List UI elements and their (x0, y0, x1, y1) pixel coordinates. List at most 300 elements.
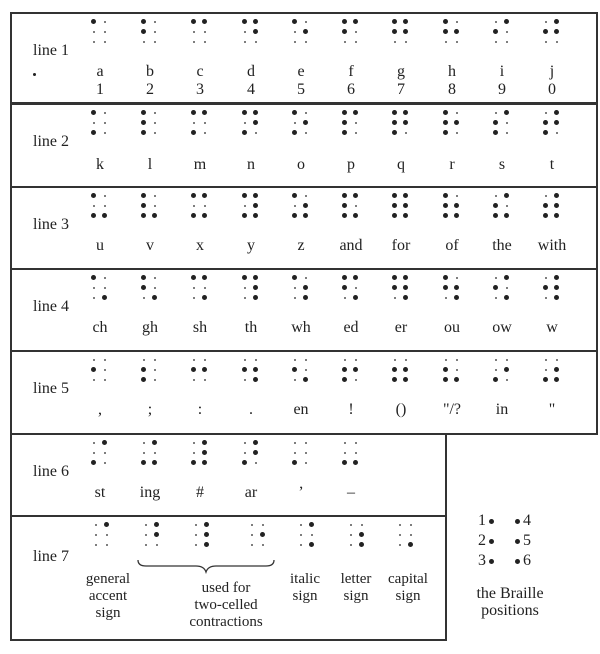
braille-cell (238, 193, 264, 221)
braille-dot-raised (204, 532, 209, 537)
braille-dot-raised (242, 130, 247, 135)
braille-dot-raised (253, 367, 258, 372)
row-label: line 1 (33, 42, 69, 59)
cell-label: 0 (548, 81, 556, 98)
braille-dot-blank (344, 452, 346, 454)
cell-label: 9 (498, 81, 506, 98)
braille-dot-raised (504, 295, 509, 300)
braille-dot-raised (303, 295, 308, 300)
braille-dot-blank (244, 205, 246, 207)
braille-dot-blank (294, 442, 296, 444)
braille-dot-raised (554, 377, 559, 382)
cell-label: x (196, 237, 204, 254)
braille-dot-raised (342, 130, 347, 135)
braille-dot-raised (392, 275, 397, 280)
cell-label: th (244, 319, 258, 336)
braille-dot-blank (355, 41, 357, 43)
braille-dot-raised (292, 110, 297, 115)
position-dot (489, 519, 494, 524)
braille-dot-raised (191, 110, 196, 115)
braille-cell (245, 522, 271, 550)
braille-dot-raised (141, 120, 146, 125)
braille-dot-raised (403, 213, 408, 218)
braille-dot-blank (506, 132, 508, 134)
braille-dot-raised (392, 110, 397, 115)
braille-dot-raised (292, 460, 297, 465)
braille-dot-blank (506, 359, 508, 361)
braille-dot-raised (253, 285, 258, 290)
braille-dot-raised (141, 130, 146, 135)
braille-dot-raised (443, 367, 448, 372)
braille-dot-raised (443, 275, 448, 280)
braille-dot-blank (410, 524, 412, 526)
braille-dot-blank (495, 297, 497, 299)
braille-dot-raised (408, 542, 413, 547)
cell-label: 7 (397, 81, 405, 98)
braille-cell (439, 275, 465, 303)
braille-dot-raised (443, 285, 448, 290)
braille-dot-blank (154, 205, 156, 207)
braille-dot-blank (104, 287, 106, 289)
row-label: line 6 (33, 463, 69, 480)
braille-dot-raised (392, 377, 397, 382)
braille-dot-blank (204, 132, 206, 134)
braille-dot-raised (554, 285, 559, 290)
braille-dot-blank (104, 359, 106, 361)
braille-cell (388, 110, 414, 138)
cell-label: " (548, 401, 556, 418)
braille-dot-raised (342, 110, 347, 115)
caption-capital: capital sign (388, 571, 428, 604)
braille-dot-blank (251, 534, 253, 536)
position-entry (478, 532, 497, 550)
braille-dot-blank (244, 41, 246, 43)
cell-label: h (448, 63, 456, 80)
braille-dot-raised (260, 532, 265, 537)
cell-label: b (146, 63, 154, 80)
braille-dot-blank (399, 534, 401, 536)
braille-cell (137, 357, 163, 385)
braille-dot-blank (244, 297, 246, 299)
braille-dot-blank (294, 287, 296, 289)
braille-dot-raised (353, 213, 358, 218)
braille-dot-blank (355, 287, 357, 289)
braille-cell (489, 275, 515, 303)
braille-dot-raised (253, 450, 258, 455)
braille-dot-raised (141, 29, 146, 34)
braille-dot-blank (104, 462, 106, 464)
braille-cell (87, 275, 113, 303)
braille-dot-raised (554, 120, 559, 125)
braille-dot-blank (244, 287, 246, 289)
braille-dot-raised (91, 110, 96, 115)
braille-dot-blank (93, 442, 95, 444)
cell-label: 5 (297, 81, 305, 98)
braille-dot-blank (104, 122, 106, 124)
braille-dot-blank (545, 21, 547, 23)
braille-dot-raised (342, 367, 347, 372)
braille-dot-blank (294, 31, 296, 33)
cell-label: v (146, 237, 154, 254)
braille-dot-raised (91, 275, 96, 280)
braille-dot-raised (353, 460, 358, 465)
braille-dot-raised (91, 213, 96, 218)
braille-dot-raised (242, 213, 247, 218)
braille-dot-blank (154, 379, 156, 381)
braille-dot-raised (392, 130, 397, 135)
row-label: line 3 (33, 216, 69, 233)
braille-cell (344, 522, 370, 550)
braille-dot-blank (305, 132, 307, 134)
braille-cell (238, 440, 264, 468)
braille-dot-raised (309, 522, 314, 527)
braille-dot-blank (204, 31, 206, 33)
cell-label: ; (147, 401, 153, 418)
braille-dot-blank (456, 112, 458, 114)
cell-label: 1 (96, 81, 104, 98)
braille-dot-blank (154, 112, 156, 114)
braille-dot-raised (253, 213, 258, 218)
braille-dot-blank (495, 112, 497, 114)
braille-dot-raised (202, 193, 207, 198)
braille-dot-raised (443, 193, 448, 198)
braille-dot-raised (403, 367, 408, 372)
braille-dot-blank (143, 41, 145, 43)
braille-dot-blank (193, 379, 195, 381)
braille-cell (539, 193, 565, 221)
braille-dot-blank (294, 297, 296, 299)
cell-label: 6 (347, 81, 355, 98)
braille-dot-raised (202, 440, 207, 445)
cell-label: m (193, 156, 207, 173)
braille-dot-blank (143, 452, 145, 454)
braille-cell (139, 522, 165, 550)
braille-dot-blank (244, 122, 246, 124)
braille-dot-raised (554, 367, 559, 372)
cell-label: f (348, 63, 354, 80)
braille-dot-blank (93, 205, 95, 207)
braille-dot-blank (154, 21, 156, 23)
braille-dot-raised (342, 29, 347, 34)
braille-dot-blank (204, 41, 206, 43)
braille-dot-blank (104, 195, 106, 197)
braille-dot-blank (244, 359, 246, 361)
braille-dot-raised (403, 120, 408, 125)
braille-dot-raised (152, 440, 157, 445)
braille-cell (388, 357, 414, 385)
braille-dot-raised (342, 285, 347, 290)
cell-label: o (297, 156, 305, 173)
braille-cell (288, 19, 314, 47)
braille-dot-raised (504, 275, 509, 280)
braille-dot-raised (392, 213, 397, 218)
braille-dot-blank (305, 369, 307, 371)
braille-cell (294, 522, 320, 550)
cell-label: j (549, 63, 555, 80)
braille-dot-raised (493, 285, 498, 290)
braille-dot-raised (392, 120, 397, 125)
braille-dot-blank (556, 359, 558, 361)
braille-dot-blank (300, 524, 302, 526)
braille-dot-raised (443, 110, 448, 115)
braille-dot-raised (543, 130, 548, 135)
braille-dot-raised (342, 377, 347, 382)
braille-dot-blank (244, 379, 246, 381)
braille-dot-raised (309, 542, 314, 547)
braille-cell (388, 193, 414, 221)
braille-dot-raised (202, 450, 207, 455)
braille-dot-raised (392, 19, 397, 24)
braille-dot-blank (154, 31, 156, 33)
position-number: 2 (478, 532, 486, 549)
braille-dot-raised (191, 275, 196, 280)
braille-dot-blank (193, 31, 195, 33)
braille-dot-raised (141, 110, 146, 115)
braille-cell (137, 440, 163, 468)
braille-dot-blank (344, 442, 346, 444)
braille-dot-raised (292, 130, 297, 135)
braille-dot-raised (292, 367, 297, 372)
braille-cell (288, 440, 314, 468)
cell-label: ch (92, 319, 108, 336)
braille-dot-blank (244, 452, 246, 454)
braille-dot-raised (342, 213, 347, 218)
braille-dot-blank (394, 359, 396, 361)
braille-dot-blank (350, 524, 352, 526)
braille-dot-raised (403, 203, 408, 208)
braille-dot-blank (193, 287, 195, 289)
braille-dot-blank (255, 132, 257, 134)
braille-dot-raised (353, 295, 358, 300)
braille-dot-raised (342, 275, 347, 280)
braille-dot-blank (204, 359, 206, 361)
braille-dot-raised (141, 213, 146, 218)
braille-dot-raised (543, 120, 548, 125)
braille-dot-blank (95, 524, 97, 526)
position-dot (515, 539, 520, 544)
braille-dot-blank (355, 442, 357, 444)
braille-dot-raised (202, 110, 207, 115)
braille-dot-raised (141, 19, 146, 24)
braille-dot-raised (403, 275, 408, 280)
braille-dot-blank (344, 41, 346, 43)
braille-dot-blank (394, 297, 396, 299)
braille-cell (238, 19, 264, 47)
position-entry (478, 512, 497, 530)
braille-dot-blank (104, 369, 106, 371)
braille-dot-raised (554, 275, 559, 280)
braille-dot-raised (454, 213, 459, 218)
cell-label: ing (139, 484, 161, 501)
braille-dot-blank (251, 524, 253, 526)
row-label: line 5 (33, 380, 69, 397)
braille-dot-blank (361, 524, 363, 526)
braille-dot-raised (504, 367, 509, 372)
braille-dot-raised (493, 130, 498, 135)
braille-dot-raised (303, 285, 308, 290)
braille-dot-blank (305, 21, 307, 23)
braille-dot-blank (154, 195, 156, 197)
cell-label: the (492, 237, 512, 254)
position-dot (489, 559, 494, 564)
cell-label: 8 (448, 81, 456, 98)
cell-label: ! (348, 401, 354, 418)
cell-label: d (247, 63, 255, 80)
braille-dot-blank (305, 41, 307, 43)
braille-dot-raised (443, 213, 448, 218)
braille-cell (187, 19, 213, 47)
braille-dot-raised (493, 203, 498, 208)
braille-dot-blank (456, 41, 458, 43)
braille-dot-blank (145, 534, 147, 536)
braille-dot-raised (141, 193, 146, 198)
braille-dot-blank (445, 359, 447, 361)
braille-dot-blank (104, 205, 106, 207)
braille-cell (539, 110, 565, 138)
braille-dot-raised (392, 193, 397, 198)
braille-dot-raised (202, 460, 207, 465)
braille-dot-raised (141, 275, 146, 280)
cell-label: st (94, 484, 106, 501)
braille-dot-raised (191, 367, 196, 372)
braille-dot-blank (445, 41, 447, 43)
braille-cell (338, 193, 364, 221)
braille-dot-raised (202, 213, 207, 218)
braille-dot-raised (152, 295, 157, 300)
cell-label: wh (291, 319, 311, 336)
braille-dot-raised (454, 295, 459, 300)
braille-dot-blank (93, 452, 95, 454)
braille-dot-blank (294, 205, 296, 207)
braille-dot-blank (195, 544, 197, 546)
braille-dot-raised (403, 110, 408, 115)
cell-label: p (347, 156, 355, 173)
position-dot (515, 559, 520, 564)
braille-dot-raised (141, 460, 146, 465)
braille-dot-blank (350, 534, 352, 536)
braille-cell (388, 275, 414, 303)
braille-dot-blank (311, 534, 313, 536)
braille-dot-raised (353, 110, 358, 115)
caption-italic: italic sign (290, 571, 320, 604)
braille-dot-raised (303, 377, 308, 382)
position-entry (512, 512, 531, 530)
braille-dot-raised (303, 29, 308, 34)
braille-dot-raised (403, 295, 408, 300)
braille-dot-blank (305, 462, 307, 464)
braille-dot-raised (342, 460, 347, 465)
braille-dot-raised (91, 130, 96, 135)
braille-dot-raised (443, 130, 448, 135)
braille-dot-blank (95, 544, 97, 546)
braille-cell (137, 193, 163, 221)
braille-dot-blank (154, 452, 156, 454)
braille-dot-blank (154, 369, 156, 371)
braille-cell (87, 110, 113, 138)
braille-dot-blank (445, 297, 447, 299)
braille-dot-raised (191, 19, 196, 24)
braille-dot-blank (305, 195, 307, 197)
braille-dot-blank (193, 297, 195, 299)
braille-dot-raised (353, 193, 358, 198)
braille-dot-raised (91, 460, 96, 465)
braille-cell (489, 193, 515, 221)
cell-label: with (537, 237, 567, 254)
braille-dot-blank (93, 297, 95, 299)
positions-caption: the Braille positions (476, 585, 544, 619)
braille-dot-raised (253, 19, 258, 24)
braille-dot-raised (353, 275, 358, 280)
braille-dot-raised (493, 29, 498, 34)
braille-dot-blank (255, 462, 257, 464)
cell-label: ’ (298, 484, 304, 501)
braille-cell (87, 357, 113, 385)
braille-dot-raised (141, 367, 146, 372)
braille-dot-blank (104, 132, 106, 134)
cell-label: i (499, 63, 505, 80)
braille-dot-blank (506, 287, 508, 289)
braille-dot-raised (454, 377, 459, 382)
braille-dot-blank (545, 277, 547, 279)
position-entry (478, 552, 497, 570)
braille-dot-blank (93, 379, 95, 381)
cell-label: k (96, 156, 104, 173)
braille-dot-blank (106, 544, 108, 546)
braille-dot-raised (253, 295, 258, 300)
braille-cell (87, 19, 113, 47)
braille-dot-blank (204, 205, 206, 207)
braille-cell (439, 19, 465, 47)
braille-dot-blank (294, 359, 296, 361)
cell-label: – (347, 484, 355, 501)
braille-dot-raised (543, 213, 548, 218)
braille-dot-raised (191, 460, 196, 465)
braille-dot-raised (204, 522, 209, 527)
braille-dot-raised (543, 377, 548, 382)
braille-dot-raised (454, 203, 459, 208)
braille-dot-raised (443, 29, 448, 34)
braille-dot-blank (545, 41, 547, 43)
braille-dot-raised (242, 19, 247, 24)
braille-dot-raised (554, 110, 559, 115)
braille-cell (87, 440, 113, 468)
braille-dot-raised (253, 440, 258, 445)
brace (136, 558, 276, 574)
braille-dot-blank (456, 277, 458, 279)
cell-label: u (96, 237, 104, 254)
braille-dot-blank (154, 359, 156, 361)
braille-dot-raised (154, 532, 159, 537)
braille-dot-raised (242, 275, 247, 280)
braille-dot-blank (195, 524, 197, 526)
braille-dot-blank (143, 297, 145, 299)
braille-dot-blank (193, 205, 195, 207)
braille-dot-blank (156, 544, 158, 546)
braille-cell (489, 110, 515, 138)
braille-dot-blank (405, 41, 407, 43)
braille-cell (238, 110, 264, 138)
braille-dot-blank (305, 277, 307, 279)
cell-label: ar (244, 484, 258, 501)
braille-dot-blank (495, 21, 497, 23)
cell-label: n (247, 156, 255, 173)
braille-dot-blank (244, 31, 246, 33)
braille-dot-raised (292, 275, 297, 280)
braille-dot-blank (405, 359, 407, 361)
cell-label: () (395, 401, 407, 418)
braille-dot-blank (251, 544, 253, 546)
braille-dot-raised (242, 460, 247, 465)
